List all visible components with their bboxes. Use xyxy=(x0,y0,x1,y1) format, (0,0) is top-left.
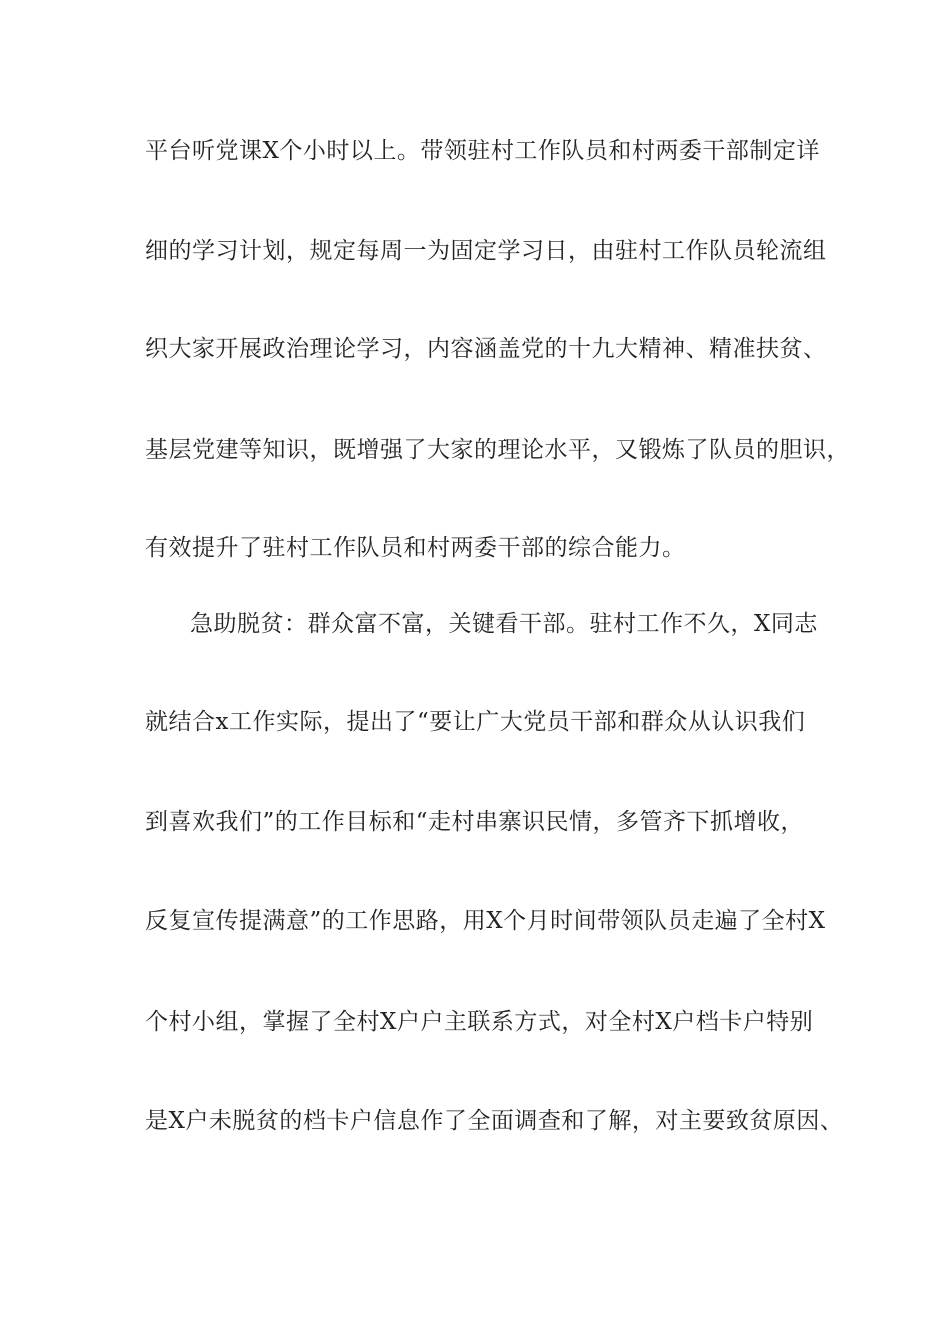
text-line: 到喜欢我们”的工作目标和“走村串寨识民情，多管齐下抓增收， xyxy=(145,809,805,835)
text-line: 基层党建等知识，既增强了大家的理论水平，又锻炼了队员的胆识， xyxy=(145,437,850,463)
paragraph-start-line: 急助脱贫：群众富不富，关键看干部。驻村工作不久，X同志 xyxy=(190,611,818,637)
text-line: 织大家开展政治理论学习，内容涵盖党的十九大精神、精准扶贫、 xyxy=(145,336,827,362)
text-line: 反复宣传提满意”的工作思路，用X个月时间带领队员走遍了全村X xyxy=(145,908,826,934)
text-line: 有效提升了驻村工作队员和村两委干部的综合能力。 xyxy=(145,535,686,561)
text-line: 个村小组，掌握了全村X户户主联系方式，对全村X户档卡户特别 xyxy=(145,1009,814,1035)
text-line: 平台听党课X个小时以上。带领驻村工作队员和村两委干部制定详 xyxy=(145,138,820,164)
text-line: 是X户未脱贫的档卡户信息作了全面调查和了解，对主要致贫原因、 xyxy=(145,1108,844,1134)
text-line: 就结合x工作实际，提出了“要让广大党员干部和群众从认识我们 xyxy=(145,709,806,735)
text-line: 细的学习计划，规定每周一为固定学习日，由驻村工作队员轮流组 xyxy=(145,238,827,264)
